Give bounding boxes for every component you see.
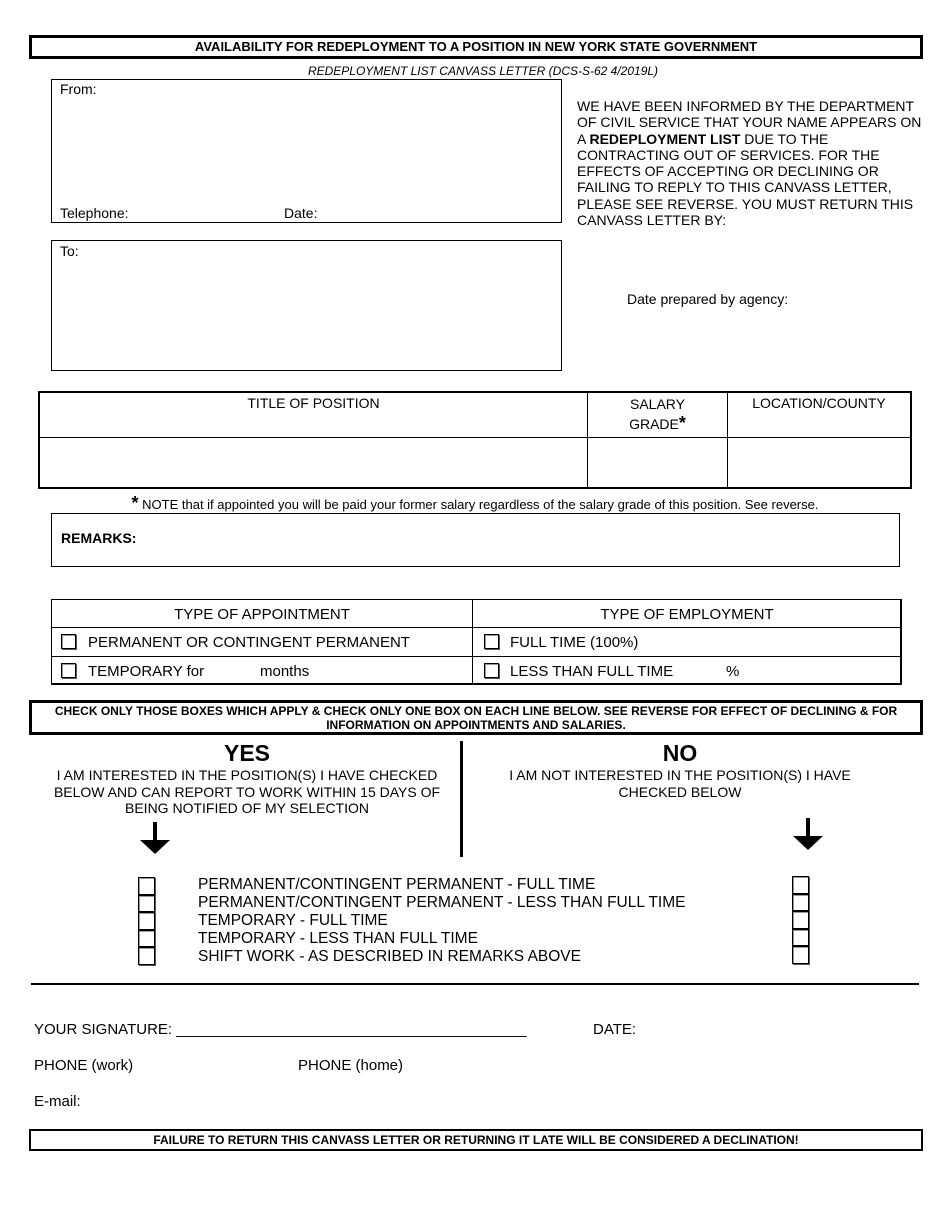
option-item: PERMANENT/CONTINGENT PERMANENT - FULL TIME [198,876,596,893]
divider [52,656,901,657]
option-item: TEMPORARY - FULL TIME [198,912,388,929]
yes-checkbox[interactable] [138,947,155,965]
type-table [51,599,902,685]
no-checkbox[interactable] [792,929,809,947]
option-item: SHIFT WORK - AS DESCRIBED IN REMARKS ABOVE [198,948,581,965]
date-label: Date: [284,205,318,221]
yes-no-divider [460,741,463,857]
phone-home-label: PHONE (home) [298,1057,404,1074]
signature-field[interactable]: YOUR SIGNATURE: __________________________________________ [34,1021,527,1038]
grade-cell[interactable] [588,437,728,488]
arrow-down-icon [138,822,172,856]
options-list [198,876,685,966]
no-checkbox[interactable] [792,894,809,912]
to-label: To: [60,243,79,259]
salary-grade-header: SALARY GRADE* [588,392,728,437]
instructions-box: CHECK ONLY THOSE BOXES WHICH APPLY & CHECK ONLY ONE BOX ON EACH LINE BELOW. SEE REVERSE FOR EFFECT OF DECLINING & FOR INFORMATION ON APPOINTMENTS AND SALARIES. [29,700,923,735]
no-heading: NO [662,740,698,766]
no-checkboxes [792,876,809,964]
option-item: PERMANENT/CONTINGENT PERMANENT - LESS THAN FULL TIME [198,894,686,911]
less-than-full-time-checkbox[interactable] [484,663,499,678]
no-checkbox[interactable] [792,911,809,929]
appointment-header: TYPE OF APPOINTMENT [174,606,350,623]
permanent-label: PERMANENT OR CONTINGENT PERMANENT [88,634,410,651]
remarks-box[interactable] [51,513,900,567]
yes-checkbox[interactable] [138,912,155,930]
footer-warning: FAILURE TO RETURN THIS CANVASS LETTER OR RETURNING IT LATE WILL BE CONSIDERED A DECLINATION! [29,1129,923,1151]
title-cell[interactable] [39,437,588,488]
no-checkbox[interactable] [792,946,809,964]
title-header: TITLE OF POSITION [39,392,588,437]
less-than-full-time-label: LESS THAN FULL TIME [510,663,674,680]
yes-checkboxes [138,877,155,965]
notice-text: WE HAVE BEEN INFORMED BY THE DEPARTMENT OF CIVIL SERVICE THAT YOUR NAME APPEARS ON A REDEPLOYMENT LIST DUE TO THE CONTRACTING OUT OF SERVICES. FOR THE EFFECTS OF ACCEPTING OR DECLINING OR FAILING TO REPLY TO THIS CANVASS LETTER, PLEASE SEE REVERSE. YOU MUST RETURN THIS CANVASS LETTER BY: [577,98,922,229]
remarks-label: REMARKS: [61,530,137,546]
option-item: TEMPORARY - LESS THAN FULL TIME [198,930,478,947]
from-box[interactable] [51,79,562,223]
yes-text: I AM INTERESTED IN THE POSITION(S) I HAVE CHECKED BELOW AND CAN REPORT TO WORK WITHIN 15 DAYS OF BEING NOTIFIED OF MY SELECTION [53,767,441,816]
telephone-label: Telephone: [60,205,129,221]
full-time-checkbox[interactable] [484,634,499,649]
signature-date-label: DATE: [593,1021,637,1038]
form-subtitle: REDEPLOYMENT LIST CANVASS LETTER (DCS-S-62 4/2019L) [307,64,659,78]
yes-checkbox[interactable] [138,930,155,948]
to-box[interactable] [51,240,562,371]
from-label: From: [60,81,97,97]
divider [52,627,901,628]
yes-checkbox[interactable] [138,895,155,913]
temporary-label: TEMPORARY for [88,663,205,680]
percent-label: % [726,663,740,680]
email-label: E-mail: [34,1093,81,1110]
yes-heading: YES [223,740,271,766]
no-checkbox[interactable] [792,876,809,894]
no-text: I AM NOT INTERESTED IN THE POSITION(S) I HAVE CHECKED BELOW [509,767,851,800]
location-header: LOCATION/COUNTY [728,392,912,437]
position-table [38,391,912,489]
location-cell[interactable] [728,437,912,488]
yes-checkbox[interactable] [138,877,155,895]
section-divider [31,983,919,985]
salary-note: * NOTE that if appointed you will be paid your former salary regardless of the salary grade of this position. See reverse. [131,493,819,513]
phone-work-label: PHONE (work) [34,1057,134,1074]
arrow-down-icon [791,818,825,852]
months-label: months [260,663,310,680]
permanent-checkbox[interactable] [61,634,76,649]
employment-header: TYPE OF EMPLOYMENT [600,606,774,623]
date-prepared-label: Date prepared by agency: [627,291,789,307]
temporary-checkbox[interactable] [61,663,76,678]
full-time-label: FULL TIME (100%) [510,634,639,651]
form-title: AVAILABILITY FOR REDEPLOYMENT TO A POSITION IN NEW YORK STATE GOVERNMENT [29,35,923,59]
